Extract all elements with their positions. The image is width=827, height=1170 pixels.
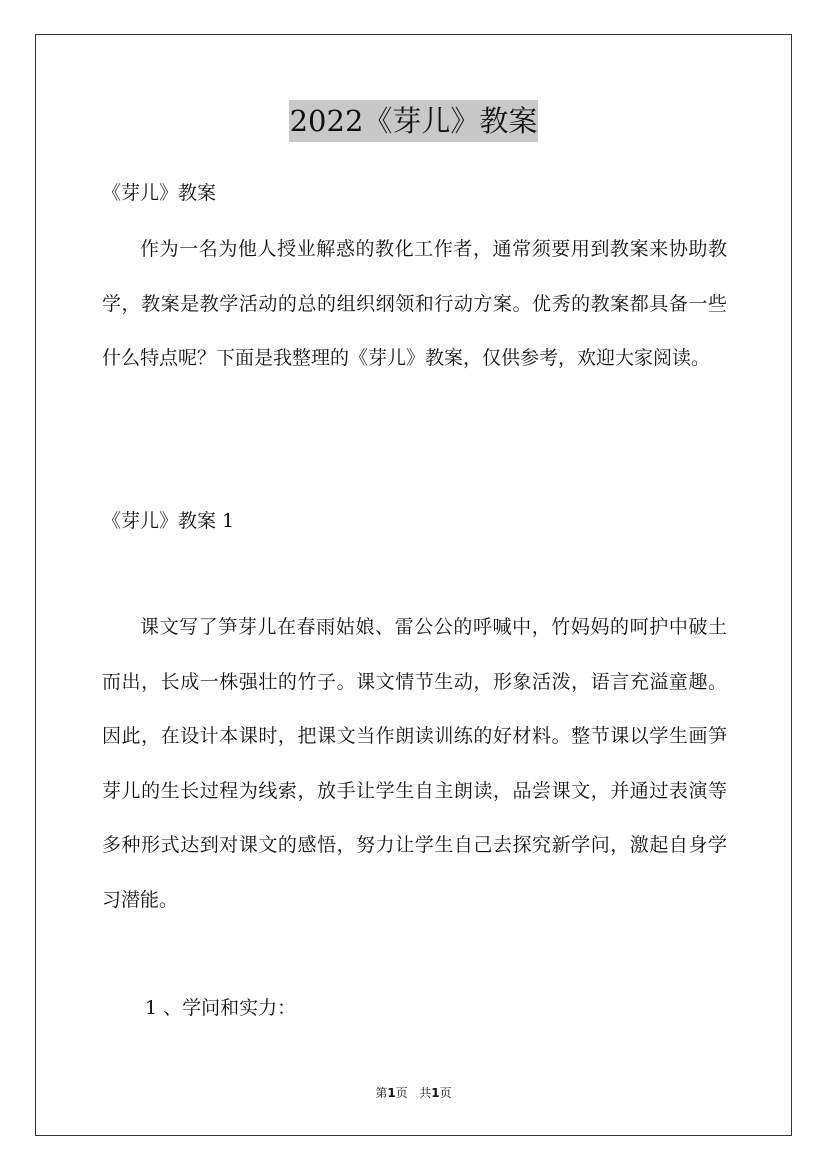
section1-heading: 《芽儿》教案 1 [102, 510, 235, 532]
intro-heading: 《芽儿》教案 [102, 182, 217, 204]
list-item-1: 1 、学问和实力： [145, 997, 297, 1019]
footer-total-suffix: 页 [439, 1086, 452, 1100]
footer-page-suffix: 页 [395, 1086, 408, 1100]
footer-page-number: 1 [387, 1086, 396, 1100]
page-footer [0, 1085, 827, 1101]
title-container [0, 100, 827, 142]
document-title: 2022《芽儿》教案 [289, 100, 539, 142]
footer-total-number: 1 [431, 1086, 440, 1100]
footer-total-prefix: 共 [419, 1086, 432, 1100]
section1-paragraph: 课文写了笋芽儿在春雨姑娘、雷公公的呼喊中，竹妈妈的呵护中破土而出，长成一株强壮的竹子。课文情节生动，形象活泼，语言充溢童趣。因此，在设计本课时，把课文当作朗读训练的好材料。整节课以学生画笋芽儿的生长过程为线索，放手让学生自主朗读，品尝课文，并通过表演等多种形式达到对课文的感悟，努力让学生自己去探究新学问，激起自身学习潜能。 [102, 616, 727, 911]
footer-page-prefix: 第 [375, 1086, 388, 1100]
intro-paragraph: 作为一名为他人授业解惑的教化工作者，通常须要用到教案来协助教学，教案是教学活动的总的组织纲领和行动方案。优秀的教案都具备一些什么特点呢？下面是我整理的《芽儿》教案，仅供参考，欢迎大家阅读。 [102, 238, 727, 369]
